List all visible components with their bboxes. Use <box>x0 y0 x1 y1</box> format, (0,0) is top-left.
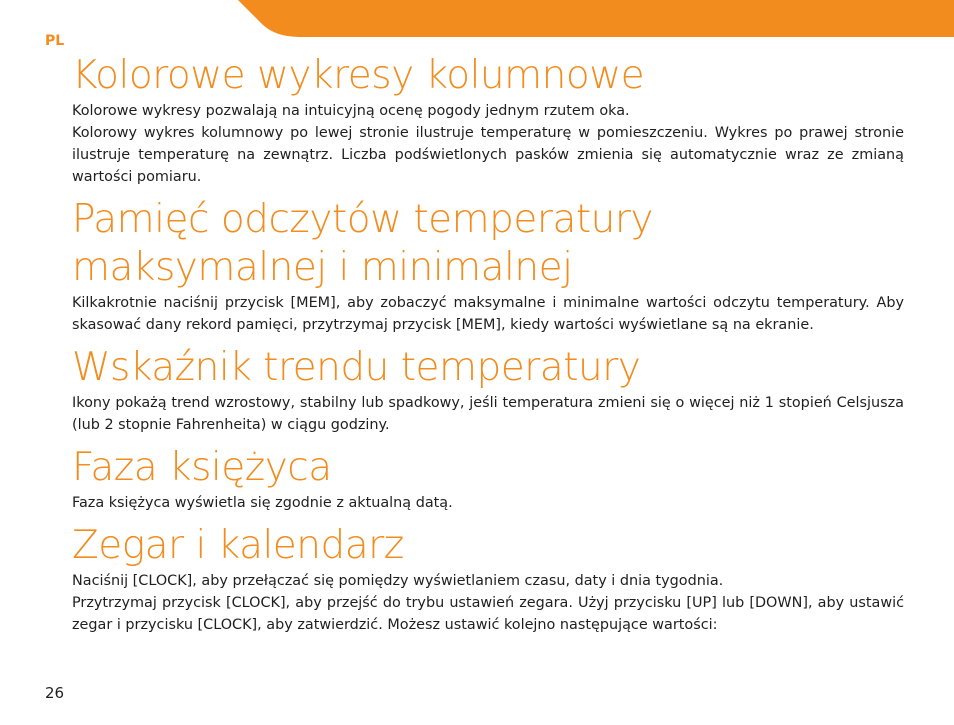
section-minmax-memory <box>72 196 904 336</box>
section-paragraph: Przytrzymaj przycisk [CLOCK], aby przejść do trybu ustawień zegara. Użyj przycisku [UP] lub [DOWN], aby ustawić zegar i przycisku [CLOCK], aby zatwierdzić. Możesz ustawić kolejno następujące wartości: <box>72 595 904 633</box>
section-paragraph: Kolorowy wykres kolumnowy po lewej stronie ilustruje temperaturę w pomieszczeniu. Wykres po prawej stronie ilustruje temperaturę na zewnątrz. Liczba podświetlonych pasków zmienia się automatycznie wraz ze zmianą wartości pomiaru. <box>72 125 904 185</box>
orange-header-band <box>0 0 954 40</box>
header-band-shape <box>0 0 954 40</box>
section-title: Kolorowe wykresy kolumnowe <box>72 53 645 98</box>
section-title: Faza księżyca <box>72 445 332 490</box>
section-paragraph: Naciśnij [CLOCK], aby przełączać się pomiędzy wyświetlaniem czasu, daty i dnia tygodnia. <box>72 573 724 589</box>
section-title: Wskaźnik trendu temperatury <box>72 345 641 390</box>
page-content <box>72 52 904 644</box>
section-title: Zegar i kalendarz <box>72 523 404 568</box>
page-number: 26 <box>45 684 65 702</box>
section-paragraph: Faza księżyca wyświetla się zgodnie z aktualną datą. <box>72 495 453 511</box>
section-clock-calendar <box>72 522 904 636</box>
section-paragraph: Kolorowe wykresy pozwalają na intuicyjną ocenę pogody jednym rzutem oka. <box>72 103 630 119</box>
section-moon-phase <box>72 444 904 514</box>
section-title: Pamięć odczytów temperatury maksymalnej i minimalnej <box>72 197 653 290</box>
section-paragraph: Ikony pokażą trend wzrostowy, stabilny lub spadkowy, jeśli temperatura zmieni się o więcej niż 1 stopień Celsjusza (lub 2 stopnie Fahrenheita) w ciągu godziny. <box>72 395 904 433</box>
section-paragraph: Kilkakrotnie naciśnij przycisk [MEM], aby zobaczyć maksymalne i minimalne wartości odczytu temperatury. Aby skasować dany rekord pamięci, przytrzymaj przycisk [MEM], kiedy wartości wyświetlane są na ekranie. <box>72 295 904 333</box>
section-bar-charts <box>72 52 904 188</box>
section-temperature-trend <box>72 344 904 436</box>
language-label: PL <box>45 33 65 49</box>
